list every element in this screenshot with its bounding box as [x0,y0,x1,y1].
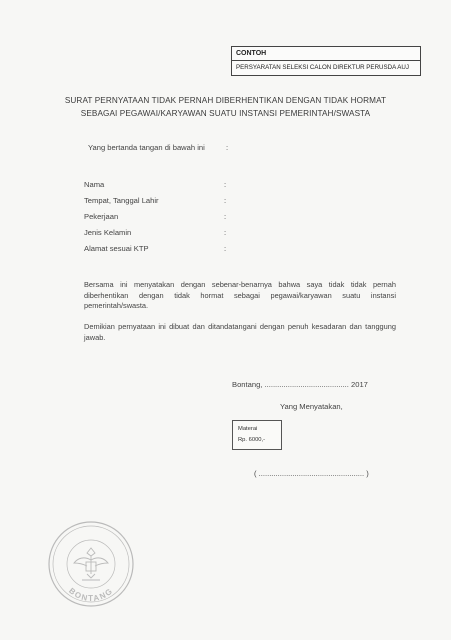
field-ttl-label: Tempat, Tanggal Lahir [84,196,159,205]
signatory-label: Yang Menyatakan, [280,402,343,411]
materai-label: Materai [238,426,258,432]
statement-paragraph: Bersama ini menyatakan dengan sebenar-benarnya bahwa saya tidak tidak pernah diberhentikan dengan tidak hormat sebagai pegawai/karyawan suatu instansi pemerintah/swasta. [84,280,396,310]
field-pekerjaan-colon: : [224,212,227,221]
svg-text:BONTANG [67,586,115,603]
contoh-box [231,46,421,76]
place-date: Bontang, ........................................ 2017 [232,380,368,389]
field-jenis-kelamin-colon: : [224,228,227,237]
materai-box [232,420,282,450]
document-title-line1: SURAT PERNYATAAN TIDAK PERNAH DIBERHENTIKAN DENGAN TIDAK HORMAT [64,96,387,105]
field-ttl-colon: : [224,196,227,205]
signature-line: ( .................................................. ) [254,469,369,478]
field-nama-colon: : [224,180,227,189]
contoh-divider [232,60,420,61]
contoh-label: CONTOH [236,50,267,57]
document-title-line2: SEBAGAI PEGAWAI/KARYAWAN SUATU INSTANSI PEMERINTAH/SWASTA [80,109,371,118]
intro-text: Yang bertanda tangan di bawah ini [88,143,205,152]
bontang-seal-stamp [46,518,136,610]
seal-text: BONTANG [67,586,115,604]
garuda-emblem-icon [74,548,108,580]
contoh-text: PERSYARATAN SELEKSI CALON DIREKTUR PERUSDA AUJ [236,64,409,71]
field-alamat-label: Alamat sesuai KTP [84,244,149,253]
closing-paragraph: Demikian pernyataan ini dibuat dan ditandatangani dengan penuh kesadaran dan tanggung jawab. [84,322,396,342]
field-nama-label: Nama [84,180,105,189]
materai-amount: Rp. 6000,- [238,437,266,443]
intro-colon: : [226,143,229,152]
field-jenis-kelamin-label: Jenis Kelamin [84,228,132,237]
field-pekerjaan-label: Pekerjaan [84,212,119,221]
field-alamat-colon: : [224,244,227,253]
